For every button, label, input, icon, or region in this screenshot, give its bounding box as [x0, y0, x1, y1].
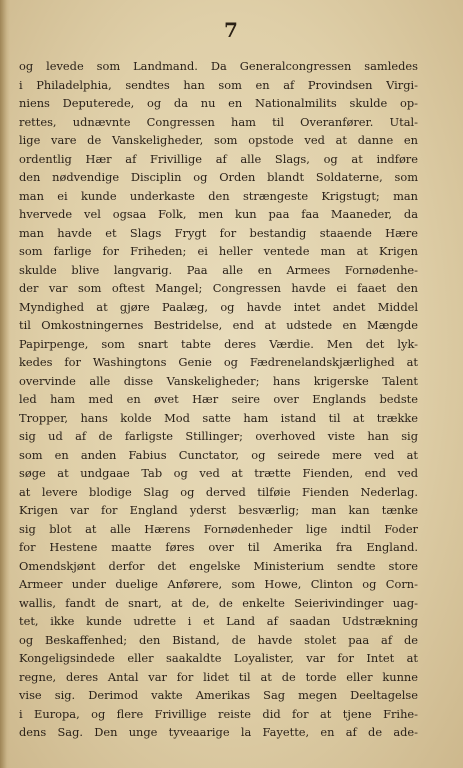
text-line: dens Sag. Den unge tyveaarige la Fayette, en af de ade-	[19, 725, 418, 739]
text-line: niens Deputerede, og da nu en Nationalmilits skulde op-	[19, 96, 418, 110]
text-line: lige vare de Vanskeligheder, som opstode ved at danne en	[19, 133, 418, 147]
text-line: og levede som Landmand. Da Generalcongressen samledes	[19, 59, 418, 73]
text-line: for Hestene maatte føres over til Amerika fra England.	[19, 540, 418, 554]
text-line: led ham med en øvet Hær seire over Englands bedste	[19, 392, 418, 406]
text-line: man ei kunde underkaste den strængeste Krigstugt; man	[19, 188, 418, 203]
text-line: og Beskaffenhed; den Bistand, de havde stolet paa af de	[19, 632, 418, 647]
text-line: Krigen var for England yderst besværlig; man kan tænke	[19, 503, 418, 517]
text-line: som farlige for Friheden; ei heller ventede man at Krigen	[19, 244, 418, 258]
text-line: vise sig. Derimod vakte Amerikas Sag megen Deeltagelse	[19, 688, 418, 702]
text-line: Myndighed at gjøre Paalæg, og havde intet andet Middel	[19, 299, 418, 314]
text-line: i Europa, og flere Frivillige reiste did for at tjene Frihe-	[19, 706, 418, 721]
text-line: som en anden Fabius Cunctator, og seirede mere ved at	[19, 447, 418, 462]
page-number: 7	[224, 18, 239, 42]
text-line: sig blot at alle Hærens Fornødenheder lige indtil Foder	[19, 521, 418, 536]
text-line: Armeer under duelige Anførere, som Howe, Clinton og Corn-	[19, 577, 418, 591]
text-line: der var som oftest Mangel; Congressen havde ei faaet den	[19, 281, 418, 295]
text-line: hvervede vel ogsaa Folk, men kun paa faa Maaneder, da	[19, 207, 418, 221]
text-line: søge at undgaae Tab og ved at trætte Fienden, end ved	[19, 466, 418, 480]
page-binding-edge	[0, 0, 10, 768]
text-line: man havde et Slags Frygt for bestandig staaende Hære	[19, 225, 418, 240]
text-line: Kongeligsindede eller saakaldte Loyalister, var for Intet at	[19, 651, 418, 665]
text-line: regne, deres Antal var for lidet til at de torde eller kunne	[19, 669, 418, 684]
text-line: Omendskjønt derfor det engelske Ministerium sendte store	[19, 558, 418, 573]
text-line: Papirpenge, som snart tabte deres Værdie. Men det lyk-	[19, 336, 418, 351]
text-line: wallis, fandt de snart, at de, de enkelte Seierivindinger uag-	[19, 595, 418, 610]
body-text	[19, 57, 418, 742]
text-line: overvinde alle disse Vanskeligheder; hans krigerske Talent	[19, 373, 418, 388]
text-line: den nødvendige Disciplin og Orden blandt Soldaterne, som	[19, 170, 418, 184]
text-line: Tropper, hans kolde Mod satte ham istand til at trække	[19, 410, 418, 425]
text-line: i Philadelphia, sendtes han som en af Provindsen Virgi-	[19, 77, 418, 92]
text-line: til Omkostningernes Bestridelse, end at udstede en Mængde	[19, 318, 418, 332]
text-line: ordentlig Hær af Frivillige af alle Slags, og at indføre	[19, 151, 418, 166]
text-line: rettes, udnævnte Congressen ham til Overanfører. Utal-	[19, 114, 418, 129]
text-line: skulde blive langvarig. Paa alle en Armees Fornødenhe-	[19, 262, 418, 277]
text-line: kedes for Washingtons Genie og Fædrenelandskjærlighed at	[19, 355, 418, 369]
text-line: at levere blodige Slag og derved tilføie Fienden Nederlag.	[19, 484, 418, 499]
text-line: tet, ikke kunde udrette i et Land af saadan Udstrækning	[19, 614, 418, 628]
text-line: sig ud af de farligste Stillinger; overhoved viste han sig	[19, 429, 418, 443]
